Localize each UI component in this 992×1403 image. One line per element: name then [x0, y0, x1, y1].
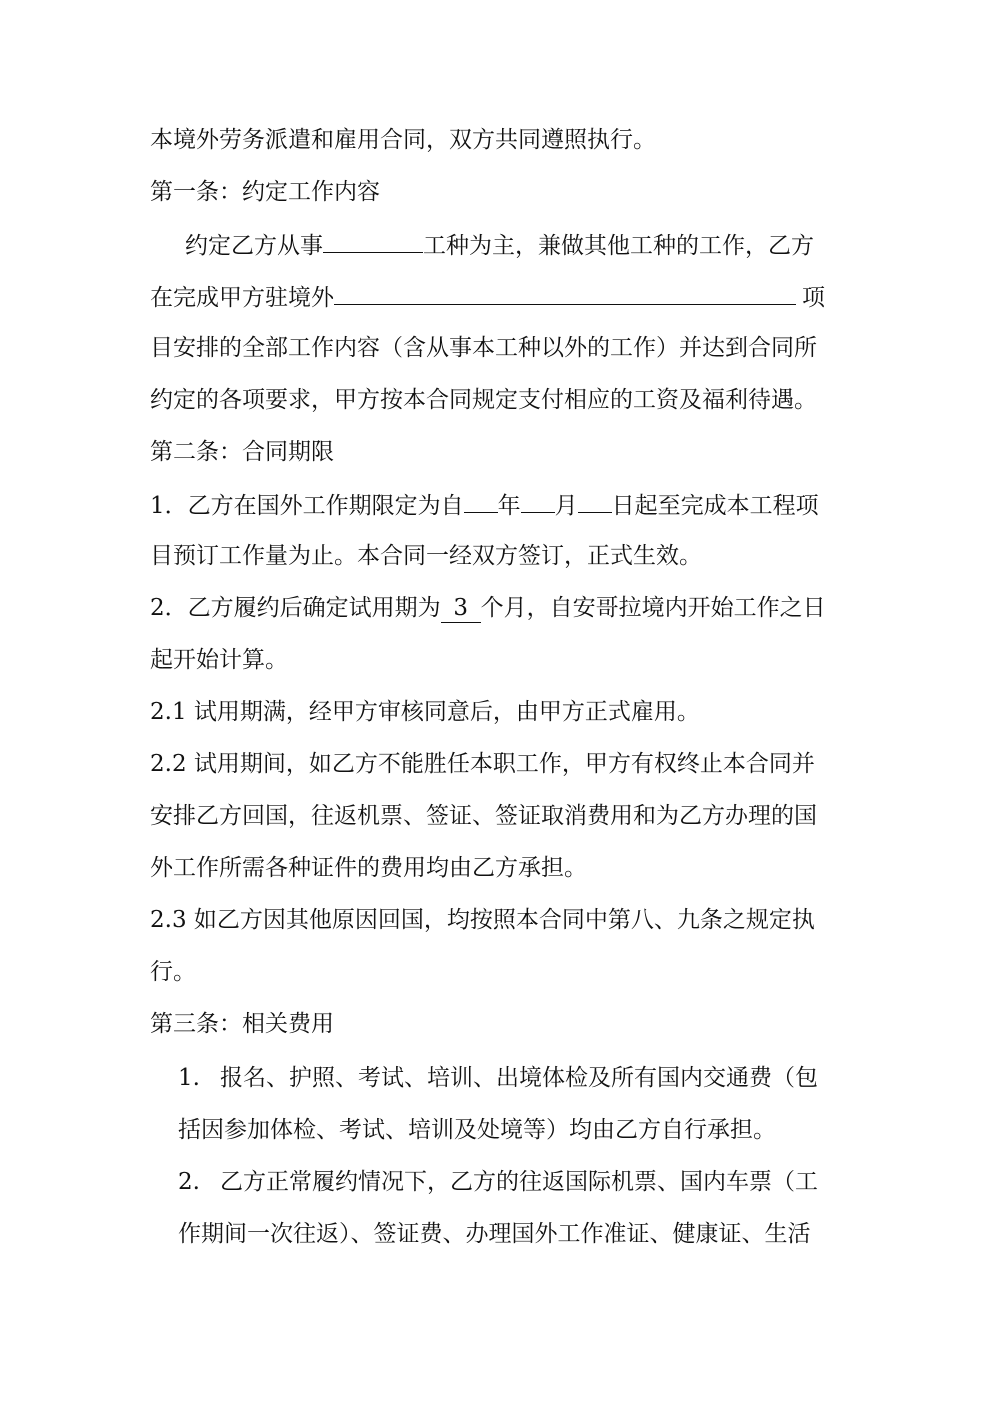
- paragraph-line: [150, 588, 826, 628]
- list-item-number: 1.: [178, 1065, 200, 1091]
- text-segment: 1．乙方在国外工作期限定为自: [150, 493, 464, 519]
- list-item: [178, 1162, 818, 1202]
- paragraph-line: 2.1 试用期满，经甲方审核同意后，由甲方正式雇用。: [150, 699, 700, 725]
- blank-field-day: [578, 484, 612, 513]
- paragraph-line: 括因参加体检、考试、培训及处境等）均由乙方自行承担。: [178, 1117, 776, 1143]
- paragraph-line: [150, 276, 825, 316]
- text-segment: 报名、护照、考试、培训、出境体检及所有国内交通费（包: [219, 1065, 818, 1091]
- paragraph-line: 作期间一次往返）、签证费、办理国外工作准证、健康证、生活: [178, 1221, 811, 1247]
- paragraph-line: 约定的各项要求，甲方按本合同规定支付相应的工资及福利待遇。: [150, 387, 817, 413]
- paragraph-line: 目预订工作量为止。本合同一经双方签订，正式生效。: [150, 543, 702, 569]
- text-segment: 年: [497, 493, 521, 519]
- text-segment: 工种为主，兼做其他工种的工作，乙方: [423, 233, 814, 259]
- paragraph-line: 目安排的全部工作内容（含从事本工种以外的工作）并达到合同所: [150, 335, 817, 361]
- text-segment: 个月，自安哥拉境内开始工作之日: [480, 595, 826, 621]
- text-segment: 在完成甲方驻境外: [150, 285, 334, 311]
- text-segment: 项: [802, 285, 825, 311]
- text-segment: 约定乙方从事: [185, 233, 323, 259]
- text-segment: 日起至完成本工程项: [611, 493, 819, 519]
- text-segment: 乙方正常履约情况下，乙方的往返国际机票、国内车票（工: [219, 1169, 818, 1195]
- paragraph-line: 2.2 试用期间，如乙方不能胜任本职工作，甲方有权终止本合同并: [150, 751, 815, 777]
- paragraph-line: 行。: [150, 959, 196, 985]
- paragraph-line: 外工作所需各种证件的费用均由乙方承担。: [150, 855, 587, 881]
- paragraph-line: [185, 224, 814, 264]
- paragraph-line: [150, 484, 819, 524]
- blank-field-job-type: [323, 224, 423, 253]
- blank-field-month: [521, 484, 555, 513]
- paragraph-line: 2.3 如乙方因其他原因回国，均按照本合同中第八、九条之规定执: [150, 907, 815, 933]
- list-item-number: 2.: [178, 1169, 200, 1195]
- blank-field-year: [464, 484, 498, 513]
- list-item: [178, 1058, 818, 1098]
- text-segment: 月: [554, 493, 578, 519]
- section-heading-1: 第一条：约定工作内容: [150, 179, 380, 205]
- paragraph-line: 安排乙方回国，往返机票、签证、签证取消费用和为乙方办理的国: [150, 803, 817, 829]
- paragraph-line: 本境外劳务派遣和雇用合同，双方共同遵照执行。: [150, 127, 656, 153]
- paragraph-line: 起开始计算。: [150, 647, 288, 673]
- text-segment: 2．乙方履约后确定试用期为: [150, 595, 441, 621]
- blank-field-project: [334, 276, 796, 305]
- section-heading-2: 第二条：合同期限: [150, 439, 334, 465]
- filled-field-probation-months: 3: [441, 594, 481, 623]
- section-heading-3: 第三条：相关费用: [150, 1011, 334, 1037]
